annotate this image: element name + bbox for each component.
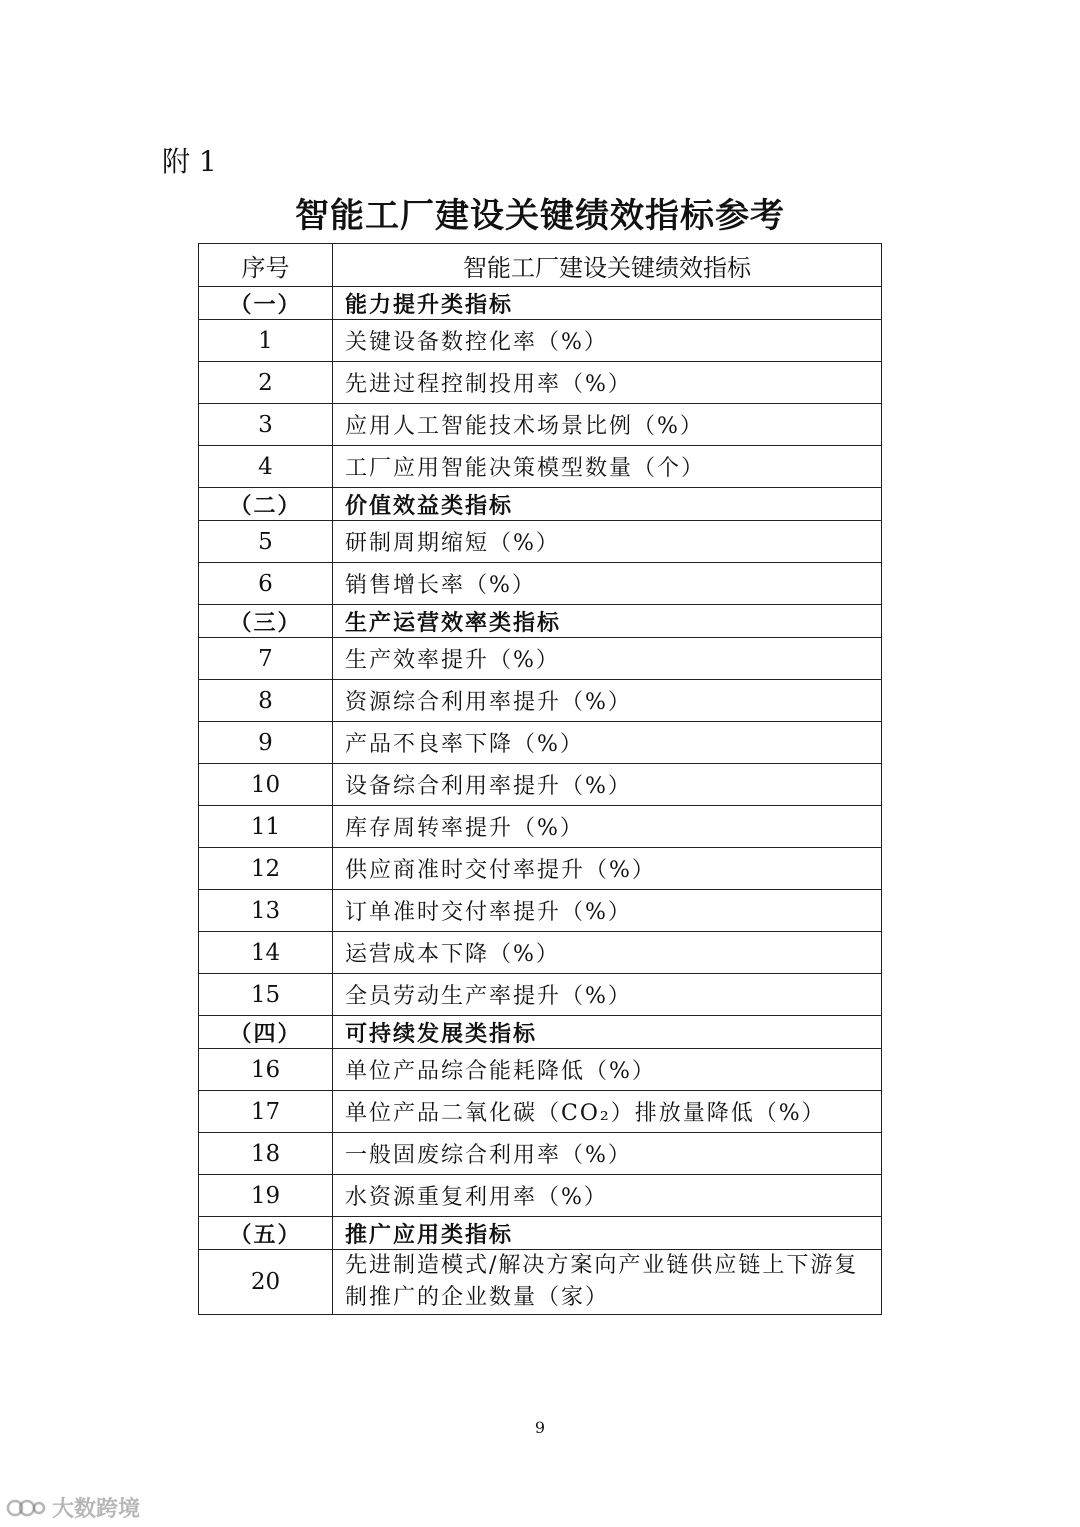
item-number: 11 bbox=[199, 806, 333, 848]
page-title: 智能工厂建设关键绩效指标参考 bbox=[295, 196, 785, 236]
table-row bbox=[199, 1049, 882, 1091]
table-row bbox=[199, 890, 882, 932]
item-number: 20 bbox=[199, 1250, 333, 1315]
section-row bbox=[199, 1016, 882, 1049]
section-row bbox=[199, 605, 882, 638]
section-label: （五） bbox=[199, 1217, 333, 1250]
table-row bbox=[199, 320, 882, 362]
item-text: 工厂应用智能决策模型数量（个） bbox=[333, 446, 882, 488]
table-row bbox=[199, 446, 882, 488]
table-row bbox=[199, 521, 882, 563]
item-number: 8 bbox=[199, 680, 333, 722]
item-number: 2 bbox=[199, 362, 333, 404]
item-number: 3 bbox=[199, 404, 333, 446]
header-indicator: 智能工厂建设关键绩效指标 bbox=[333, 244, 882, 287]
table-row bbox=[199, 848, 882, 890]
table-header-row bbox=[199, 244, 882, 287]
item-text: 先进制造模式/解决方案向产业链供应链上下游复制推广的企业数量（家） bbox=[333, 1250, 882, 1315]
item-number: 13 bbox=[199, 890, 333, 932]
section-name: 能力提升类指标 bbox=[333, 287, 882, 320]
item-number: 6 bbox=[199, 563, 333, 605]
section-label: （一） bbox=[199, 287, 333, 320]
table-row bbox=[199, 362, 882, 404]
item-number: 4 bbox=[199, 446, 333, 488]
table-row bbox=[199, 1250, 882, 1315]
item-text: 关键设备数控化率（%） bbox=[333, 320, 882, 362]
item-text: 应用人工智能技术场景比例（%） bbox=[333, 404, 882, 446]
item-text: 水资源重复利用率（%） bbox=[333, 1175, 882, 1217]
table-row bbox=[199, 404, 882, 446]
kpi-table bbox=[198, 243, 882, 1315]
item-text: 运营成本下降（%） bbox=[333, 932, 882, 974]
table-row bbox=[199, 1091, 882, 1133]
watermark bbox=[6, 1492, 140, 1523]
table-row bbox=[199, 974, 882, 1016]
section-name: 生产运营效率类指标 bbox=[333, 605, 882, 638]
section-row bbox=[199, 488, 882, 521]
item-text: 订单准时交付率提升（%） bbox=[333, 890, 882, 932]
item-text: 先进过程控制投用率（%） bbox=[333, 362, 882, 404]
item-number: 19 bbox=[199, 1175, 333, 1217]
item-text: 生产效率提升（%） bbox=[333, 638, 882, 680]
table-row bbox=[199, 638, 882, 680]
section-label: （二） bbox=[199, 488, 333, 521]
item-number: 18 bbox=[199, 1133, 333, 1175]
table-row bbox=[199, 764, 882, 806]
item-text: 资源综合利用率提升（%） bbox=[333, 680, 882, 722]
item-number: 1 bbox=[199, 320, 333, 362]
section-label: （三） bbox=[199, 605, 333, 638]
item-text: 研制周期缩短（%） bbox=[333, 521, 882, 563]
table-row bbox=[199, 1175, 882, 1217]
item-text: 单位产品二氧化碳（CO₂）排放量降低（%） bbox=[333, 1091, 882, 1133]
item-text: 库存周转率提升（%） bbox=[333, 806, 882, 848]
item-number: 15 bbox=[199, 974, 333, 1016]
item-text: 一般固废综合利用率（%） bbox=[333, 1133, 882, 1175]
table-row bbox=[199, 1133, 882, 1175]
item-number: 17 bbox=[199, 1091, 333, 1133]
section-label: （四） bbox=[199, 1016, 333, 1049]
section-name: 价值效益类指标 bbox=[333, 488, 882, 521]
page-number: 9 bbox=[534, 1418, 546, 1437]
table-row bbox=[199, 932, 882, 974]
table-row bbox=[199, 680, 882, 722]
section-row bbox=[199, 1217, 882, 1250]
item-text: 全员劳动生产率提升（%） bbox=[333, 974, 882, 1016]
item-number: 12 bbox=[199, 848, 333, 890]
item-number: 5 bbox=[199, 521, 333, 563]
watermark-text: 大数跨境 bbox=[52, 1497, 141, 1522]
item-text: 销售增长率（%） bbox=[333, 563, 882, 605]
item-number: 14 bbox=[199, 932, 333, 974]
item-text: 供应商准时交付率提升（%） bbox=[333, 848, 882, 890]
item-text: 产品不良率下降（%） bbox=[333, 722, 882, 764]
item-number: 16 bbox=[199, 1049, 333, 1091]
annex-label: 附 1 bbox=[162, 145, 217, 178]
item-number: 10 bbox=[199, 764, 333, 806]
table-row bbox=[199, 722, 882, 764]
section-name: 推广应用类指标 bbox=[333, 1217, 882, 1250]
item-text: 设备综合利用率提升（%） bbox=[333, 764, 882, 806]
brand-logo-icon bbox=[6, 1497, 46, 1519]
item-number: 9 bbox=[199, 722, 333, 764]
item-number: 7 bbox=[199, 638, 333, 680]
header-serial: 序号 bbox=[199, 244, 333, 287]
section-name: 可持续发展类指标 bbox=[333, 1016, 882, 1049]
table-row bbox=[199, 563, 882, 605]
table-row bbox=[199, 806, 882, 848]
item-text: 单位产品综合能耗降低（%） bbox=[333, 1049, 882, 1091]
section-row bbox=[199, 287, 882, 320]
